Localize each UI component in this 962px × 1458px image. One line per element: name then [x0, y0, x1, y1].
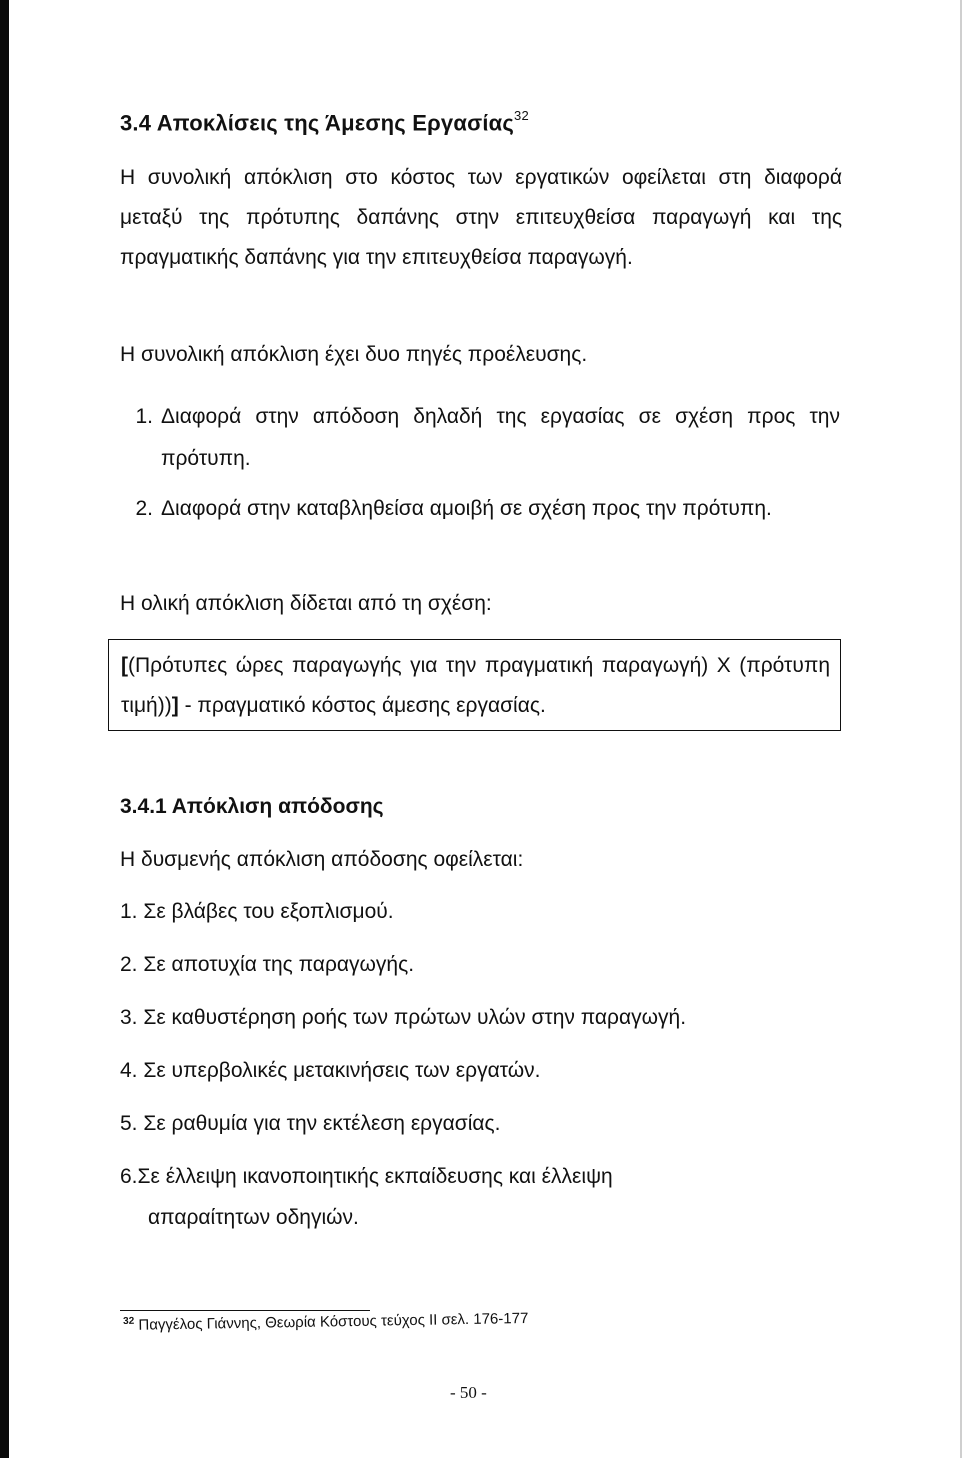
formula-tail: - πραγματικό κόστος άμεσης εργασίας.	[178, 694, 546, 717]
list-item	[125, 488, 840, 530]
list-item-text: Διαφορά στην καταβληθείσα αμοιβή σε σχέση προς την πρότυπη.	[161, 497, 772, 520]
list-item	[125, 396, 840, 480]
formula-open-bracket: [	[121, 654, 128, 677]
footnote-reference: 32	[514, 108, 529, 123]
sources-list	[125, 396, 840, 538]
cause-item-6: 6.Σε έλλειψη ικανοποιητικής εκπαίδευσης και έλλειψη	[120, 1165, 613, 1188]
formula-box	[108, 639, 841, 731]
footnote-text: Παγγέλος Γιάννης, Θεωρία Κόστους τεύχος ΙΙ σελ. 176-177	[138, 1309, 529, 1334]
intro-paragraph: Η συνολική απόκλιση στο κόστος των εργατικών οφείλεται στη διαφορά μεταξύ της πρότυπης δαπάνης στην επιτευχθείσα παραγωγή και της πραγματικής δαπάνης για την επιτευχθείσα παραγωγή.	[120, 166, 842, 269]
footnote-divider	[120, 1310, 370, 1311]
footnote-marker: 32	[123, 1315, 135, 1327]
footnote	[123, 1309, 528, 1334]
cause-item-2: 2. Σε αποτυχία της παραγωγής.	[120, 953, 415, 976]
list-item-text: Διαφορά στην απόδοση δηλαδή της εργασίας σε σχέση προς την πρότυπη.	[161, 405, 840, 470]
sources-sentence: Η συνολική απόκλιση έχει δυο πηγές προέλευσης.	[120, 343, 588, 366]
formula-text: (Πρότυπες ώρες παραγωγής για την πραγματική παραγωγή) Χ (πρότυπη τιμή))	[121, 654, 830, 717]
cause-item-6-continuation: απαραίτητων οδηγιών.	[148, 1206, 359, 1229]
cause-item-3: 3. Σε καθυστέρηση ροής των πρώτων υλών στην παραγωγή.	[120, 1006, 687, 1029]
cause-item-1: 1. Σε βλάβες του εξοπλισμού.	[120, 900, 394, 923]
section-heading	[120, 110, 529, 136]
total-sentence: Η ολική απόκλιση δίδεται από τη σχέση:	[120, 592, 492, 615]
subsection-heading: 3.4.1 Απόκλιση απόδοσης	[120, 795, 384, 818]
cause-item-4: 4. Σε υπερβολικές μετακινήσεις των εργατών.	[120, 1059, 541, 1082]
section-number: 3.4	[120, 110, 152, 136]
section-title: Αποκλίσεις της Άμεσης Εργασίας	[156, 110, 515, 136]
list-item-number: 1.	[135, 405, 153, 428]
formula-close-bracket: ]	[171, 694, 179, 717]
page-number: - 50 -	[450, 1383, 487, 1402]
subsection-intro: Η δυσμενής απόκλιση απόδοσης οφείλεται:	[120, 848, 524, 871]
cause-item-5: 5. Σε ραθυμία για την εκτέλεση εργασίας.	[120, 1112, 501, 1135]
list-item-number: 2.	[135, 497, 153, 520]
